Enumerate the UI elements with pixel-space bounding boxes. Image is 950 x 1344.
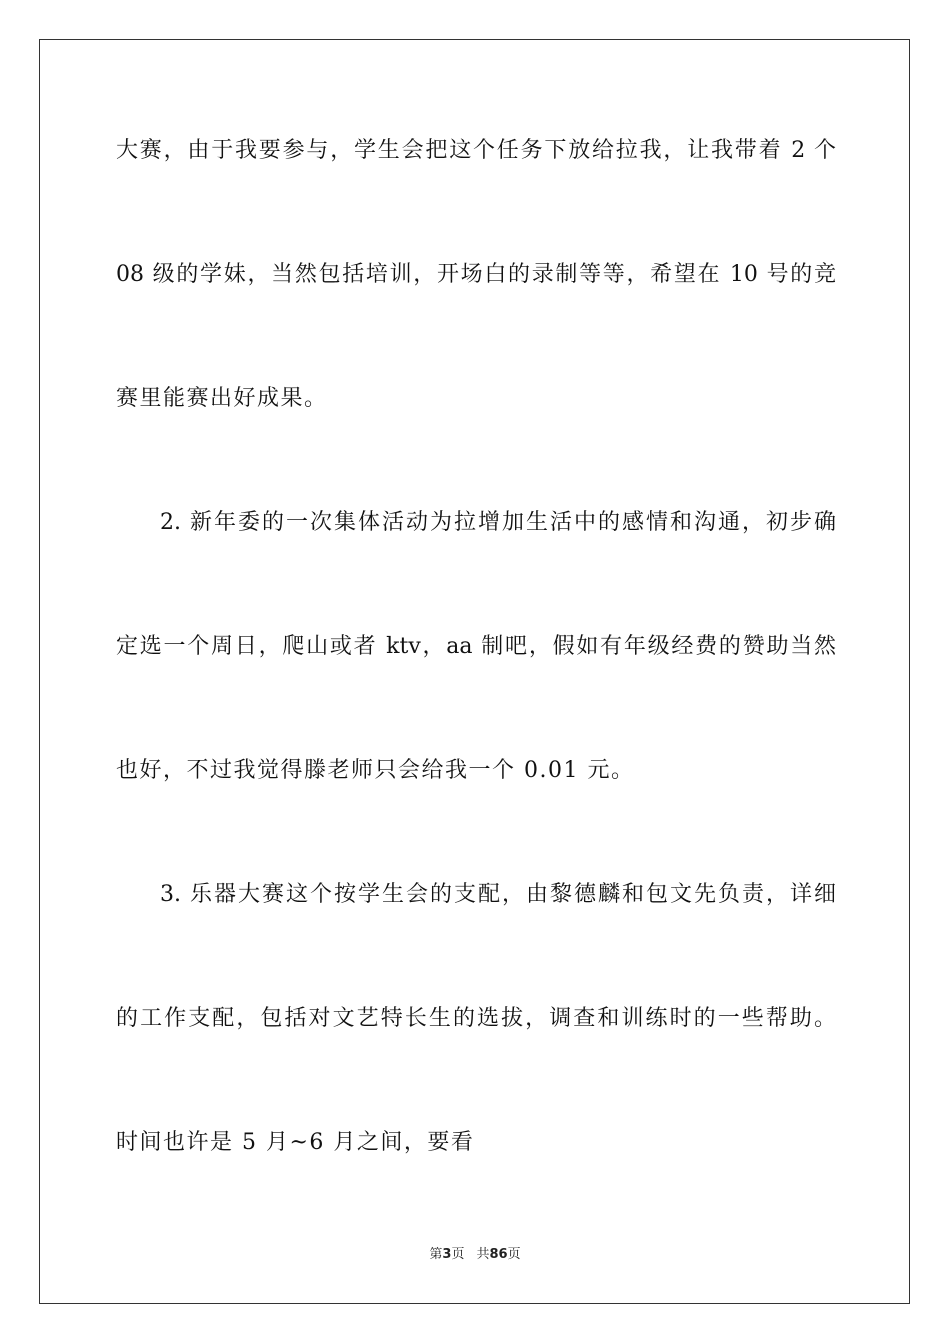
footer-total-pages: 86 xyxy=(489,1247,508,1262)
text-line-4: 2. 新年委的一次集体活动为拉增加生活中的感情和沟通，初步确 xyxy=(160,510,836,535)
footer-total-prefix: 共 xyxy=(476,1247,490,1262)
footer-prefix: 第 xyxy=(429,1247,443,1262)
text-line-7: 3. 乐器大赛这个按学生会的支配，由黎德麟和包文先负责，详细 xyxy=(160,882,836,907)
text-line-1: 大赛，由于我要参与，学生会把这个任务下放给拉我，让我带着 2 个 xyxy=(116,138,836,163)
text-line-3: 赛里能赛出好成果。 xyxy=(116,386,328,411)
text-line-8: 的工作支配，包括对文艺特长生的选拔，调查和训练时的一些帮助。 xyxy=(116,1006,836,1031)
footer-total-suffix: 页 xyxy=(507,1247,521,1262)
page-footer xyxy=(0,1246,950,1264)
text-line-6: 也好，不过我觉得滕老师只会给我一个 0.01 元。 xyxy=(116,758,635,783)
page-border xyxy=(39,39,910,1304)
footer-page-suffix: 页 xyxy=(451,1247,465,1262)
text-line-9: 时间也许是 5 月~6 月之间，要看 xyxy=(116,1130,475,1155)
text-line-2: 08 级的学妹，当然包括培训，开场白的录制等等，希望在 10 号的竞 xyxy=(116,262,836,287)
text-line-5: 定选一个周日，爬山或者 ktv，aa 制吧，假如有年级经费的赞助当然 xyxy=(116,634,836,659)
footer-page-number: 3 xyxy=(442,1247,452,1262)
